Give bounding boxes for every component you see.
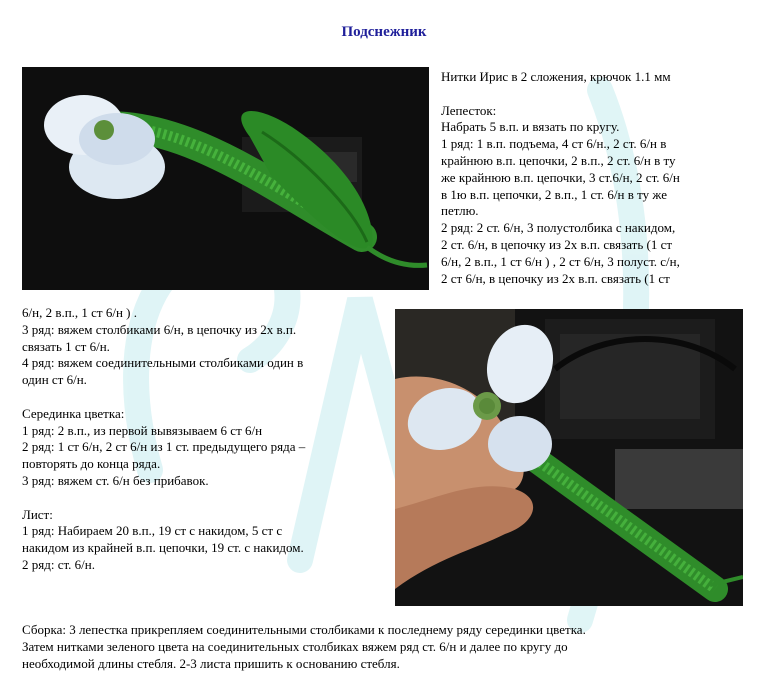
- intro-text: Нитки Ирис в 2 сложения, крючок 1.1 мм: [441, 69, 671, 84]
- petal-line: в 1ю в.п. цепочки, 2 в.п., 1 ст. 6/н в ту же: [441, 186, 667, 202]
- center-line: 2 ряд: 1 ст 6/н, 2 ст 6/н из 1 ст. предыдущего ряда –: [22, 439, 306, 455]
- center-heading: Серединка цветка:: [22, 405, 125, 421]
- center-line: повторять до конца ряда.: [22, 456, 161, 472]
- petal-line: 2 ст 6/н, в цепочку из 2х в.п. связать (1 ст: [441, 270, 670, 286]
- petal-line: 3 ряд: вяжем столбиками 6/н, в цепочку из 2х в.п.: [22, 321, 297, 337]
- leaf-line: 1 ряд: Набираем 20 в.п., 19 ст с накидом, 5 ст с: [22, 523, 283, 539]
- center-line: 3 ряд: вяжем ст. 6/н без прибавок.: [22, 472, 209, 488]
- leaf-heading: Лист:: [22, 506, 53, 522]
- petal-line: 4 ряд: вяжем соединительными столбиками один в: [22, 355, 304, 371]
- center-line: 1 ряд: 2 в.п., из первой вывязываем 6 ст 6/н: [22, 422, 263, 438]
- petal-line: 2 ряд: 2 ст. 6/н, 3 полустолбика с накидом,: [441, 220, 676, 236]
- petal-line: же крайнюю в.п. цепочки, 3 ст.6/н, 2 ст. 6/н: [441, 169, 680, 185]
- photo-snowdrop-with-leaf: [22, 67, 429, 290]
- petal-line: 1 ряд: 1 в.п. подъема, 4 ст 6/н., 2 ст. 6/н в: [441, 136, 667, 152]
- petal-line: 2 ст. 6/н, в цепочку из 2х в.п. связать (1 ст: [441, 236, 673, 252]
- intro-block: [441, 69, 761, 287]
- instructions-block: [22, 305, 392, 574]
- assembly-block: [22, 622, 762, 672]
- petal-line: 6/н, 2 в.п., 1 ст 6/н ) .: [22, 305, 138, 320]
- page-title: Подснежник: [341, 24, 427, 40]
- petal-line: один ст 6/н.: [22, 372, 87, 388]
- leaf-line: накидом из крайней в.п. цепочки, 19 ст. с накидом.: [22, 540, 304, 556]
- petal-line: связать 1 ст 6/н.: [22, 338, 110, 354]
- assembly-line: Затем нитками зеленого цвета на соединительных столбиках вяжем ряд ст. 6/н и далее по кругу до: [22, 638, 568, 654]
- petal-line: 6/н, 2 в.п., 1 ст 6/н ) , 2 ст 6/н, 3 полуст. с/н,: [441, 253, 680, 269]
- petal-line: Набрать 5 в.п. и вязать по кругу.: [441, 119, 620, 135]
- assembly-line: необходимой длины стебля. 2-3 листа пришить к основанию стебля.: [22, 655, 400, 671]
- petal-line: крайнюю в.п. цепочки, 2 в.п., 2 ст. 6/н в ту: [441, 152, 676, 168]
- assembly-line: Сборка: 3 лепестка прикрепляем соединительными столбиками к последнему ряду серединки цветка.: [22, 622, 586, 637]
- petal-line: петлю.: [441, 203, 479, 219]
- leaf-line: 2 ряд: ст. 6/н.: [22, 556, 95, 572]
- photo-snowdrop-in-hand: [395, 309, 743, 606]
- petal-heading: Лепесток:: [441, 102, 497, 118]
